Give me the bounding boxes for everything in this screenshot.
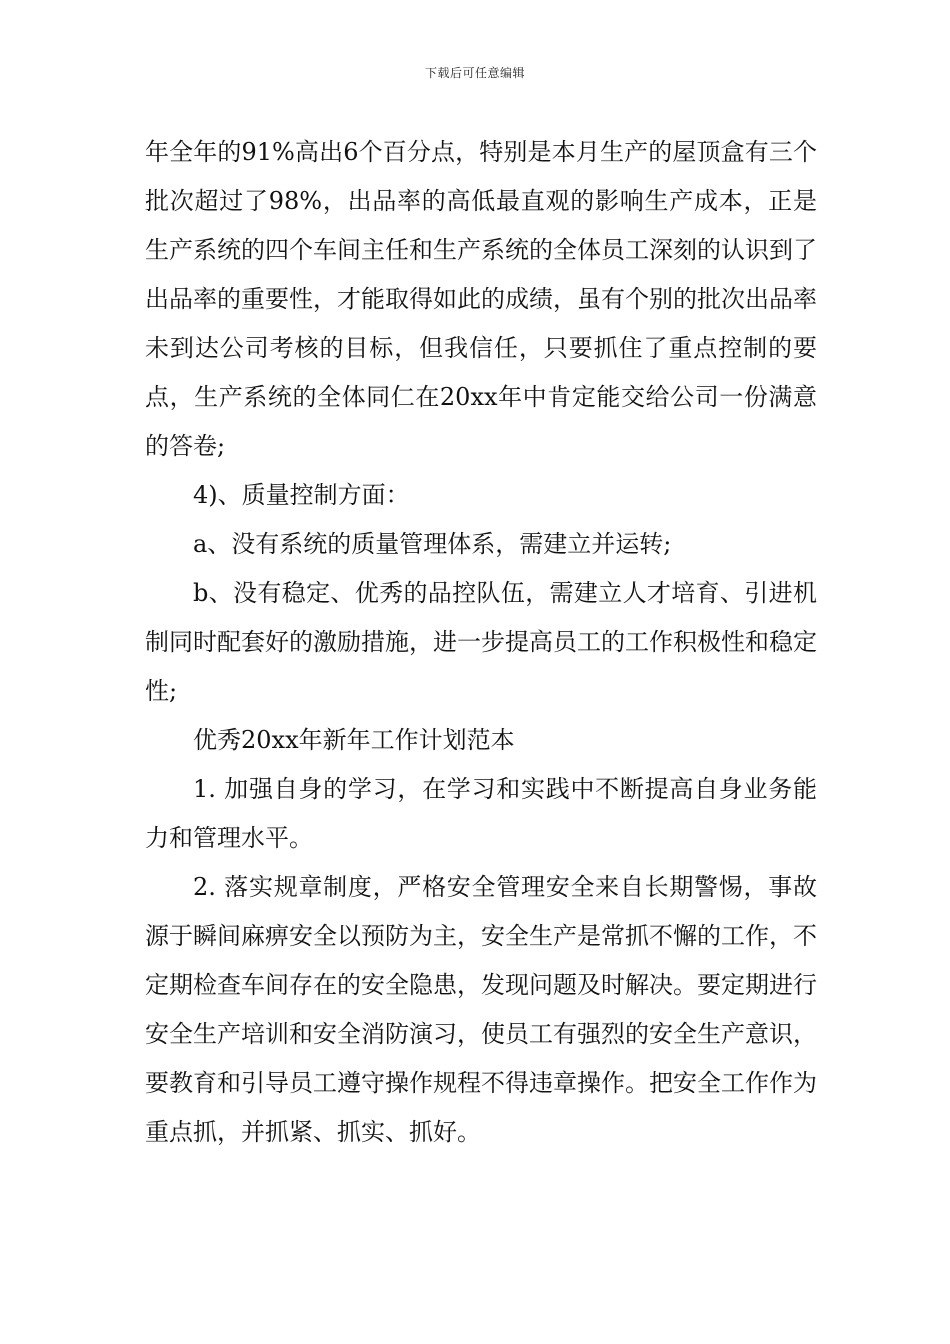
document-body xyxy=(145,128,817,1157)
paragraph-plan-item-2: 2. 落实规章制度，严格安全管理安全来自长期警惕，事故源于瞬间麻痹安全以预防为主，安全生产是常抓不懈的工作，不定期检查车间存在的安全隐患，发现问题及时解决。要定期进行安全生产培训和安全消防演习，使员工有强烈的安全生产意识，要教育和引导员工遵守操作规程不得违章操作。把安全工作作为重点抓，并抓紧、抓实、抓好。 xyxy=(145,873,817,1146)
section-title-work-plan: 优秀20xx年新年工作计划范本 xyxy=(193,726,515,754)
paragraph-production-yield: 年全年的91%高出6个百分点，特别是本月生产的屋顶盒有三个批次超过了98%，出品率的高低最直观的影响生产成本，正是生产系统的四个车间主任和生产系统的全体员工深刻的认识到了出品率的重要性，才能取得如此的成绩，虽有个别的批次出品率未到达公司考核的目标，但我信任，只要抓住了重点控制的要点，生产系统的全体同仁在20xx年中肯定能交给公司一份满意的答卷; xyxy=(145,138,817,460)
paragraph-plan-item-1: 1. 加强自身的学习，在学习和实践中不断提高自身业务能力和管理水平。 xyxy=(145,775,817,852)
paragraph-quality-control-heading: 4)、质量控制方面： xyxy=(193,481,410,509)
paragraph-quality-item-a: a、没有系统的质量管理体系，需建立并运转; xyxy=(193,530,672,558)
paragraph-quality-item-b: b、没有稳定、优秀的品控队伍，需建立人才培育、引进机制同时配套好的激励措施，进一步提高员工的工作积极性和稳定性; xyxy=(145,579,817,705)
page-header: 下载后可任意编辑 xyxy=(424,66,525,80)
